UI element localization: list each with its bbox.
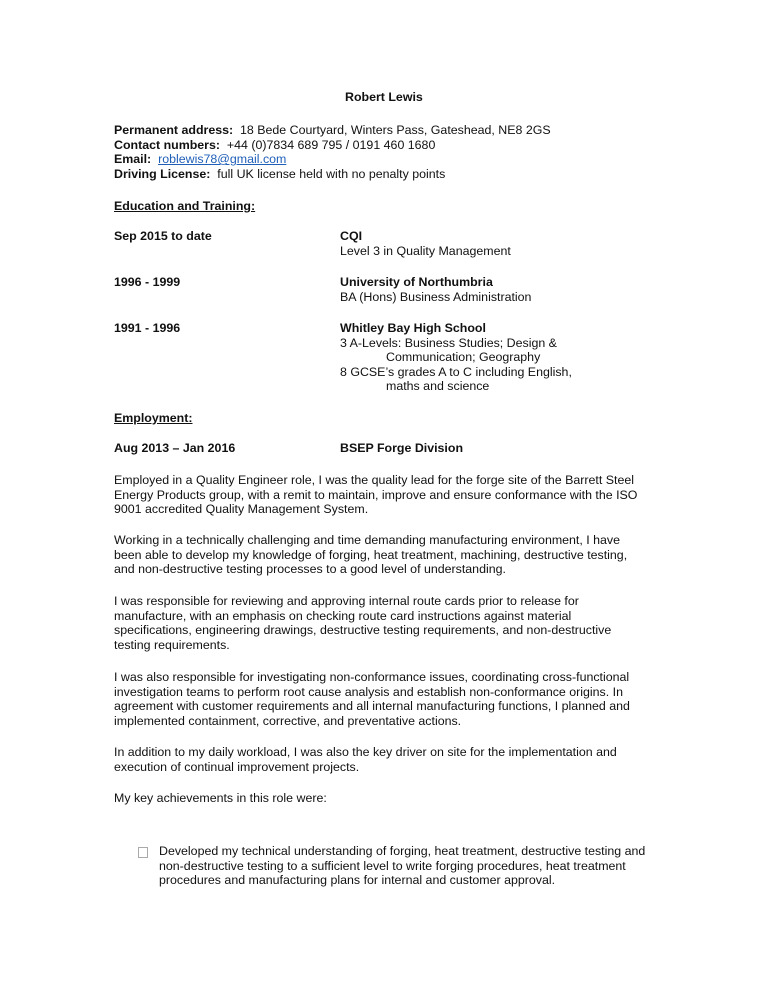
paragraph-line: and non-destructive testing processes to a good level of understanding.: [114, 562, 506, 577]
employment-paragraph: [114, 473, 637, 517]
edu-institution: Whitley Bay High School: [340, 321, 486, 335]
bullet-icon: [138, 847, 148, 858]
edu-detail: Communication; Geography: [386, 350, 541, 365]
paragraph-line: I was responsible for reviewing and approving internal route cards prior to release for: [114, 594, 579, 608]
employment-heading: Employment:: [114, 411, 193, 425]
education-heading: Education and Training:: [114, 199, 256, 213]
paragraph-line: 9001 accredited Quality Management System.: [114, 502, 369, 517]
employment-paragraph: [114, 791, 327, 806]
employment-paragraph: [114, 670, 630, 728]
employment-paragraph: [114, 745, 617, 774]
phone-label: Contact numbers:: [114, 137, 221, 152]
paragraph-line: execution of continual improvement projects.: [114, 759, 360, 774]
edu-detail: BA (Hons) Business Administration: [340, 289, 532, 304]
paragraph-line: Working in a technically challenging and time demanding manufacturing environment, I have: [114, 533, 621, 547]
achievement-line: procedures and manufacturing plans for internal and customer approval.: [159, 873, 556, 888]
email-link[interactable]: roblewis78@gmail.com: [158, 152, 287, 167]
edu-date: 1991 - 1996: [114, 321, 181, 335]
license: full UK license held with no penalty points: [217, 166, 446, 181]
edu-date: 1996 - 1999: [114, 275, 181, 289]
edu-entry: [340, 275, 531, 304]
paragraph-line: Energy Products group, with a remit to maintain, improve and ensure conformance with the ISO: [114, 487, 638, 502]
edu-date: Sep 2015 to date: [114, 229, 212, 243]
edu-detail: Level 3 in Quality Management: [340, 243, 511, 258]
edu-detail: 3 A-Levels: Business Studies; Design &: [340, 335, 557, 350]
job-date: Aug 2013 – Jan 2016: [114, 441, 236, 455]
candidate-name: Robert Lewis: [345, 90, 423, 104]
paragraph-line: I was also responsible for investigating non-conformance issues, coordinating cross-functional: [114, 670, 630, 684]
edu-entry: [340, 321, 572, 394]
phone: +44 (0)7834 689 795 / 0191 460 1680: [226, 137, 436, 152]
paragraph-line: specifications, engineering drawings, destructive testing requirements, and non-destructive: [114, 623, 612, 638]
paragraph-line: manufacture, with an emphasis on checking route card instructions against material: [114, 608, 572, 623]
job-employer: BSEP Forge Division: [340, 441, 464, 455]
paragraph-line: testing requirements.: [114, 637, 230, 652]
contact-block: [114, 123, 551, 181]
achievement-item: [159, 844, 645, 888]
achievement-line: non-destructive testing to a sufficient level to write forging procedures, heat treatment: [159, 858, 626, 873]
paragraph-line: investigation teams to perform root cause analysis and establish non-conformance origins. In: [114, 684, 623, 699]
paragraph-line: agreement with customer requirements and all internal manufacturing functions, I planned and: [114, 699, 630, 714]
address-label: Permanent address:: [114, 123, 234, 137]
employment-paragraph: [114, 594, 611, 652]
email-label: Email:: [114, 152, 152, 167]
employment-paragraph: [114, 533, 627, 577]
edu-detail: maths and science: [386, 379, 490, 394]
edu-institution: University of Northumbria: [340, 275, 493, 289]
paragraph-line: been able to develop my knowledge of forging, heat treatment, machining, destructive testing,: [114, 547, 628, 562]
paragraph-line: My key achievements in this role were:: [114, 791, 327, 805]
license-label: Driving License:: [114, 166, 211, 181]
address: 18 Bede Courtyard, Winters Pass, Gateshead, NE8 2GS: [240, 123, 551, 137]
paragraph-line: Employed in a Quality Engineer role, I was the quality lead for the forge site of the Barrett Steel: [114, 473, 635, 487]
paragraph-line: In addition to my daily workload, I was also the key driver on site for the implementation and: [114, 745, 617, 759]
edu-detail: 8 GCSE’s grades A to C including English,: [340, 364, 572, 379]
edu-entry: [340, 229, 511, 258]
edu-institution: CQI: [340, 229, 363, 243]
achievement-line: Developed my technical understanding of forging, heat treatment, destructive testing and: [159, 844, 646, 858]
paragraph-line: implemented containment, corrective, and preventative actions.: [114, 713, 462, 728]
